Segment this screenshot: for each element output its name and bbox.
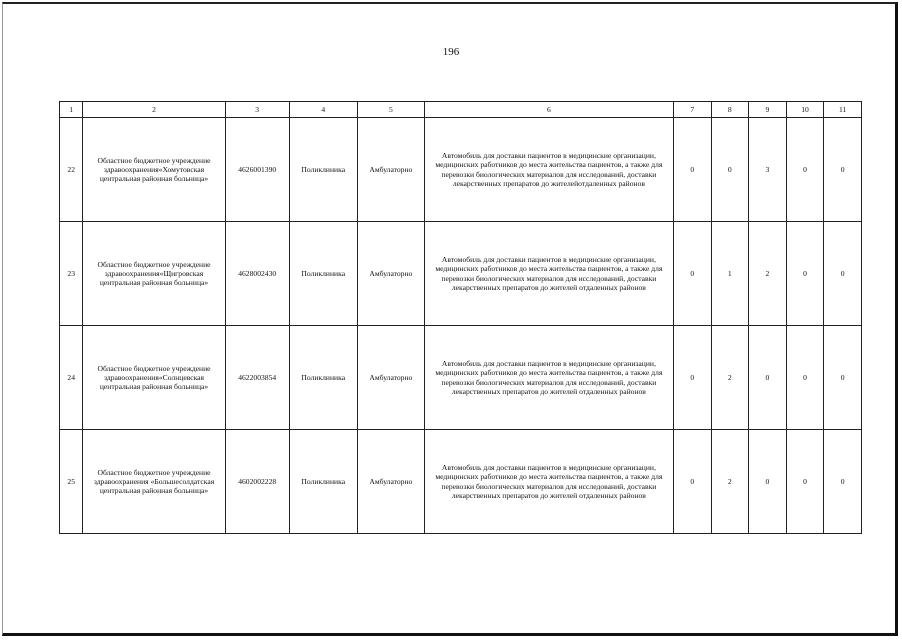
value-col-9: 0 [749, 326, 787, 430]
table-row [60, 222, 862, 326]
column-header: 3 [225, 102, 289, 118]
value-col-8: 0 [711, 118, 749, 222]
column-header: 10 [786, 102, 824, 118]
value-col-9: 0 [749, 430, 787, 534]
column-header: 1 [60, 102, 83, 118]
institution-name: Областное бюджетное учреждение здравоохранения«Солнцевская центральная районная больница» [83, 326, 225, 430]
vehicle-description: Автомобиль для доставки пациентов в медицинские организации, медицинских работников до места жительства пациентов, а также для перевозки биологических материалов для исследований, доставки лекарственных препаратов до жителейотдаленных районов [424, 118, 673, 222]
column-header: 6 [424, 102, 673, 118]
table-row [60, 118, 862, 222]
institution-name: Областное бюджетное учреждение здравоохранения«Щигровская центральная районная больница» [83, 222, 225, 326]
column-header: 7 [673, 102, 711, 118]
value-col-9: 2 [749, 222, 787, 326]
vehicle-description: Автомобиль для доставки пациентов в медицинские организации, медицинских работников до места жительства пациентов, а также для перевозки биологических материалов для исследований, доставки лекарственных препаратов до жителей отдаленных районов [424, 326, 673, 430]
value-col-10: 0 [786, 326, 824, 430]
column-header: 11 [824, 102, 862, 118]
column-header: 8 [711, 102, 749, 118]
value-col-8: 2 [711, 430, 749, 534]
value-col-8: 1 [711, 222, 749, 326]
unit-type: Поликлиника [289, 430, 357, 534]
row-number: 23 [60, 222, 83, 326]
column-header: 5 [357, 102, 424, 118]
care-condition: Амбулаторно [357, 326, 424, 430]
column-header: 9 [749, 102, 787, 118]
institution-name: Областное бюджетное учреждение здравоохранения «Большесолдатская центральная районная больница» [83, 430, 225, 534]
value-col-10: 0 [786, 430, 824, 534]
vehicle-description: Автомобиль для доставки пациентов в медицинские организации, медицинских работников до места жительства пациентов, а также для перевозки биологических материалов для исследований, доставки лекарственных препаратов до жителей отдаленных районов [424, 222, 673, 326]
institution-code: 4622003854 [225, 326, 289, 430]
value-col-11: 0 [824, 222, 862, 326]
row-number: 25 [60, 430, 83, 534]
value-col-7: 0 [673, 430, 711, 534]
column-header: 4 [289, 102, 357, 118]
value-col-7: 0 [673, 118, 711, 222]
table-row [60, 326, 862, 430]
value-col-11: 0 [824, 326, 862, 430]
institution-name: Областное бюджетное учреждение здравоохранения«Хомутовская центральная районная больница» [83, 118, 225, 222]
care-condition: Амбулаторно [357, 222, 424, 326]
value-col-8: 2 [711, 326, 749, 430]
page-number: 196 [442, 46, 460, 58]
unit-type: Поликлиника [289, 222, 357, 326]
row-number: 24 [60, 326, 83, 430]
value-col-10: 0 [786, 118, 824, 222]
vehicle-description: Автомобиль для доставки пациентов в медицинские организации, медицинских работников до места жительства пациентов, а также для перевозки биологических материалов для исследований, доставки лекарственных препаратов до жителей отдаленных районов [424, 430, 673, 534]
column-header: 2 [83, 102, 225, 118]
table-row [60, 430, 862, 534]
unit-type: Поликлиника [289, 326, 357, 430]
value-col-7: 0 [673, 326, 711, 430]
row-number: 22 [60, 118, 83, 222]
unit-type: Поликлиника [289, 118, 357, 222]
care-condition: Амбулаторно [357, 118, 424, 222]
value-col-11: 0 [824, 430, 862, 534]
care-condition: Амбулаторно [357, 430, 424, 534]
value-col-10: 0 [786, 222, 824, 326]
data-table [59, 101, 862, 534]
value-col-9: 3 [749, 118, 787, 222]
value-col-11: 0 [824, 118, 862, 222]
value-col-7: 0 [673, 222, 711, 326]
table-header-row [60, 102, 862, 118]
institution-code: 4602002228 [225, 430, 289, 534]
institution-code: 4626001390 [225, 118, 289, 222]
institution-code: 4628002430 [225, 222, 289, 326]
